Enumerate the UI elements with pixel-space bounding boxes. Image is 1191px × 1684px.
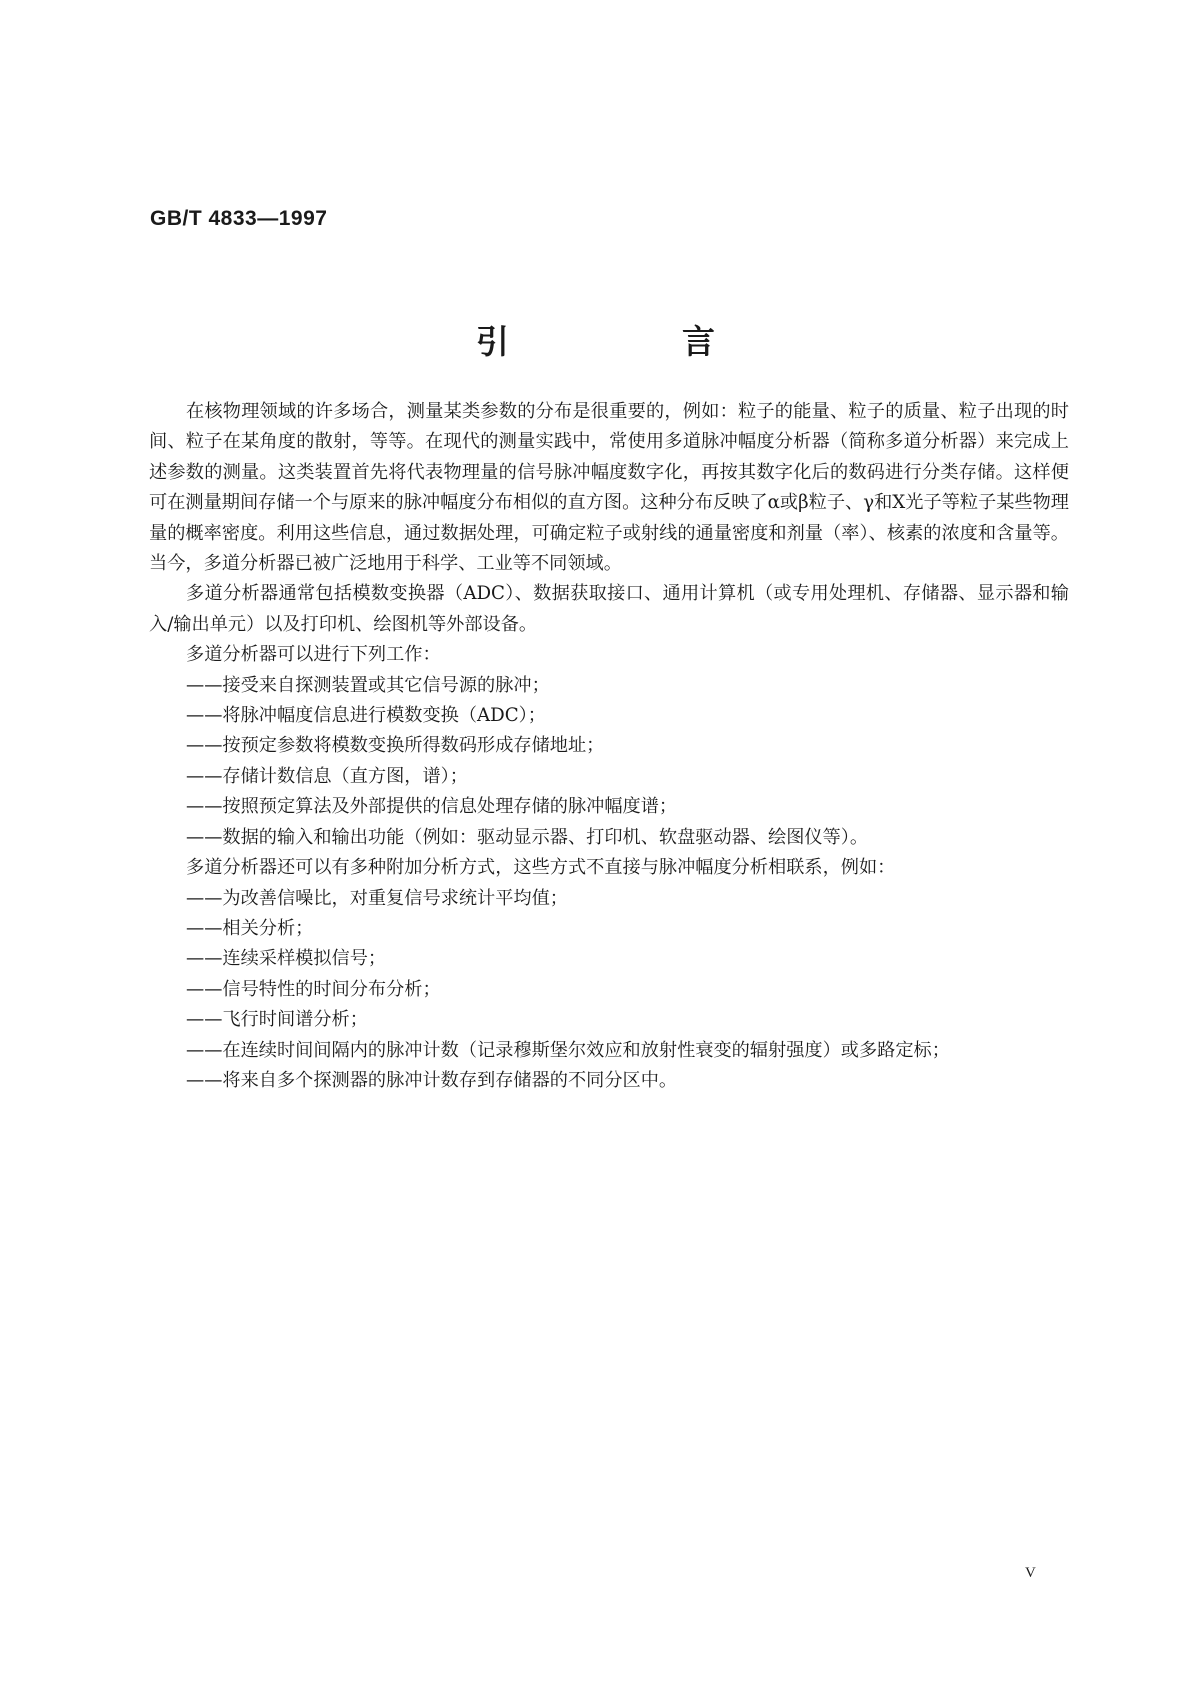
body-text [149, 397, 1069, 1096]
functions-lead: 多道分析器可以进行下列工作： [186, 644, 441, 666]
list-item: ——将来自多个探测器的脉冲计数存到存储器的不同分区中。 [186, 1069, 678, 1091]
list-item: ——相关分析； [186, 917, 314, 939]
list-item: ——将脉冲幅度信息进行模数变换（ADC）； [186, 705, 546, 727]
list-item: ——飞行时间谱分析； [186, 1009, 368, 1031]
list-item: ——按预定参数将模数变换所得数码形成存储地址； [186, 735, 605, 757]
list-item: ——为改善信噪比，对重复信号求统计平均值； [186, 887, 568, 909]
functions-list [149, 671, 1069, 853]
components-paragraph: 多道分析器通常包括模数变换器（ADC）、数据获取接口、通用计算机（或专用处理机、存储器、显示器和输入/输出单元）以及打印机、绘图机等外部设备。 [149, 583, 1069, 635]
page-number: V [1025, 1565, 1036, 1581]
list-item: ——在连续时间间隔内的脉冲计数（记录穆斯堡尔效应和放射性衰变的辐射强度）或多路定标； [186, 1039, 950, 1061]
list-item: ——接受来自探测装置或其它信号源的脉冲； [186, 674, 550, 696]
intro-paragraph: 在核物理领域的许多场合，测量某类参数的分布是很重要的，例如：粒子的能量、粒子的质量、粒子出现的时间、粒子在某角度的散射，等等。在现代的测量实践中，常使用多道脉冲幅度分析器（简称多道分析器）来完成上述参数的测量。这类装置首先将代表物理量的信号脉冲幅度数字化，再按其数字化后的数码进行分类存储。这样便可在测量期间存储一个与原来的脉冲幅度分布相似的直方图。这种分布反映了α或β粒子、γ和X光子等粒子某些物理量的概率密度。利用这些信息，通过数据处理，可确定粒子或射线的通量密度和剂量（率）、核素的浓度和含量等。当今，多道分析器已被广泛地用于科学、工业等不同领域。 [149, 401, 1069, 575]
list-item: ——信号特性的时间分布分析； [186, 978, 441, 1000]
list-item: ——按照预定算法及外部提供的信息处理存储的脉冲幅度谱； [186, 796, 678, 818]
section-title: 引 言 [476, 322, 785, 361]
list-item: ——连续采样模拟信号； [186, 948, 387, 970]
additional-modes-list [149, 884, 1069, 1097]
additional-modes-lead: 多道分析器还可以有多种附加分析方式，这些方式不直接与脉冲幅度分析相联系，例如： [186, 857, 896, 879]
standard-code: GB/T 4833—1997 [150, 207, 328, 230]
list-item: ——数据的输入和输出功能（例如：驱动显示器、打印机、软盘驱动器、绘图仪等）。 [186, 826, 869, 848]
list-item: ——存储计数信息（直方图，谱）； [186, 765, 468, 787]
